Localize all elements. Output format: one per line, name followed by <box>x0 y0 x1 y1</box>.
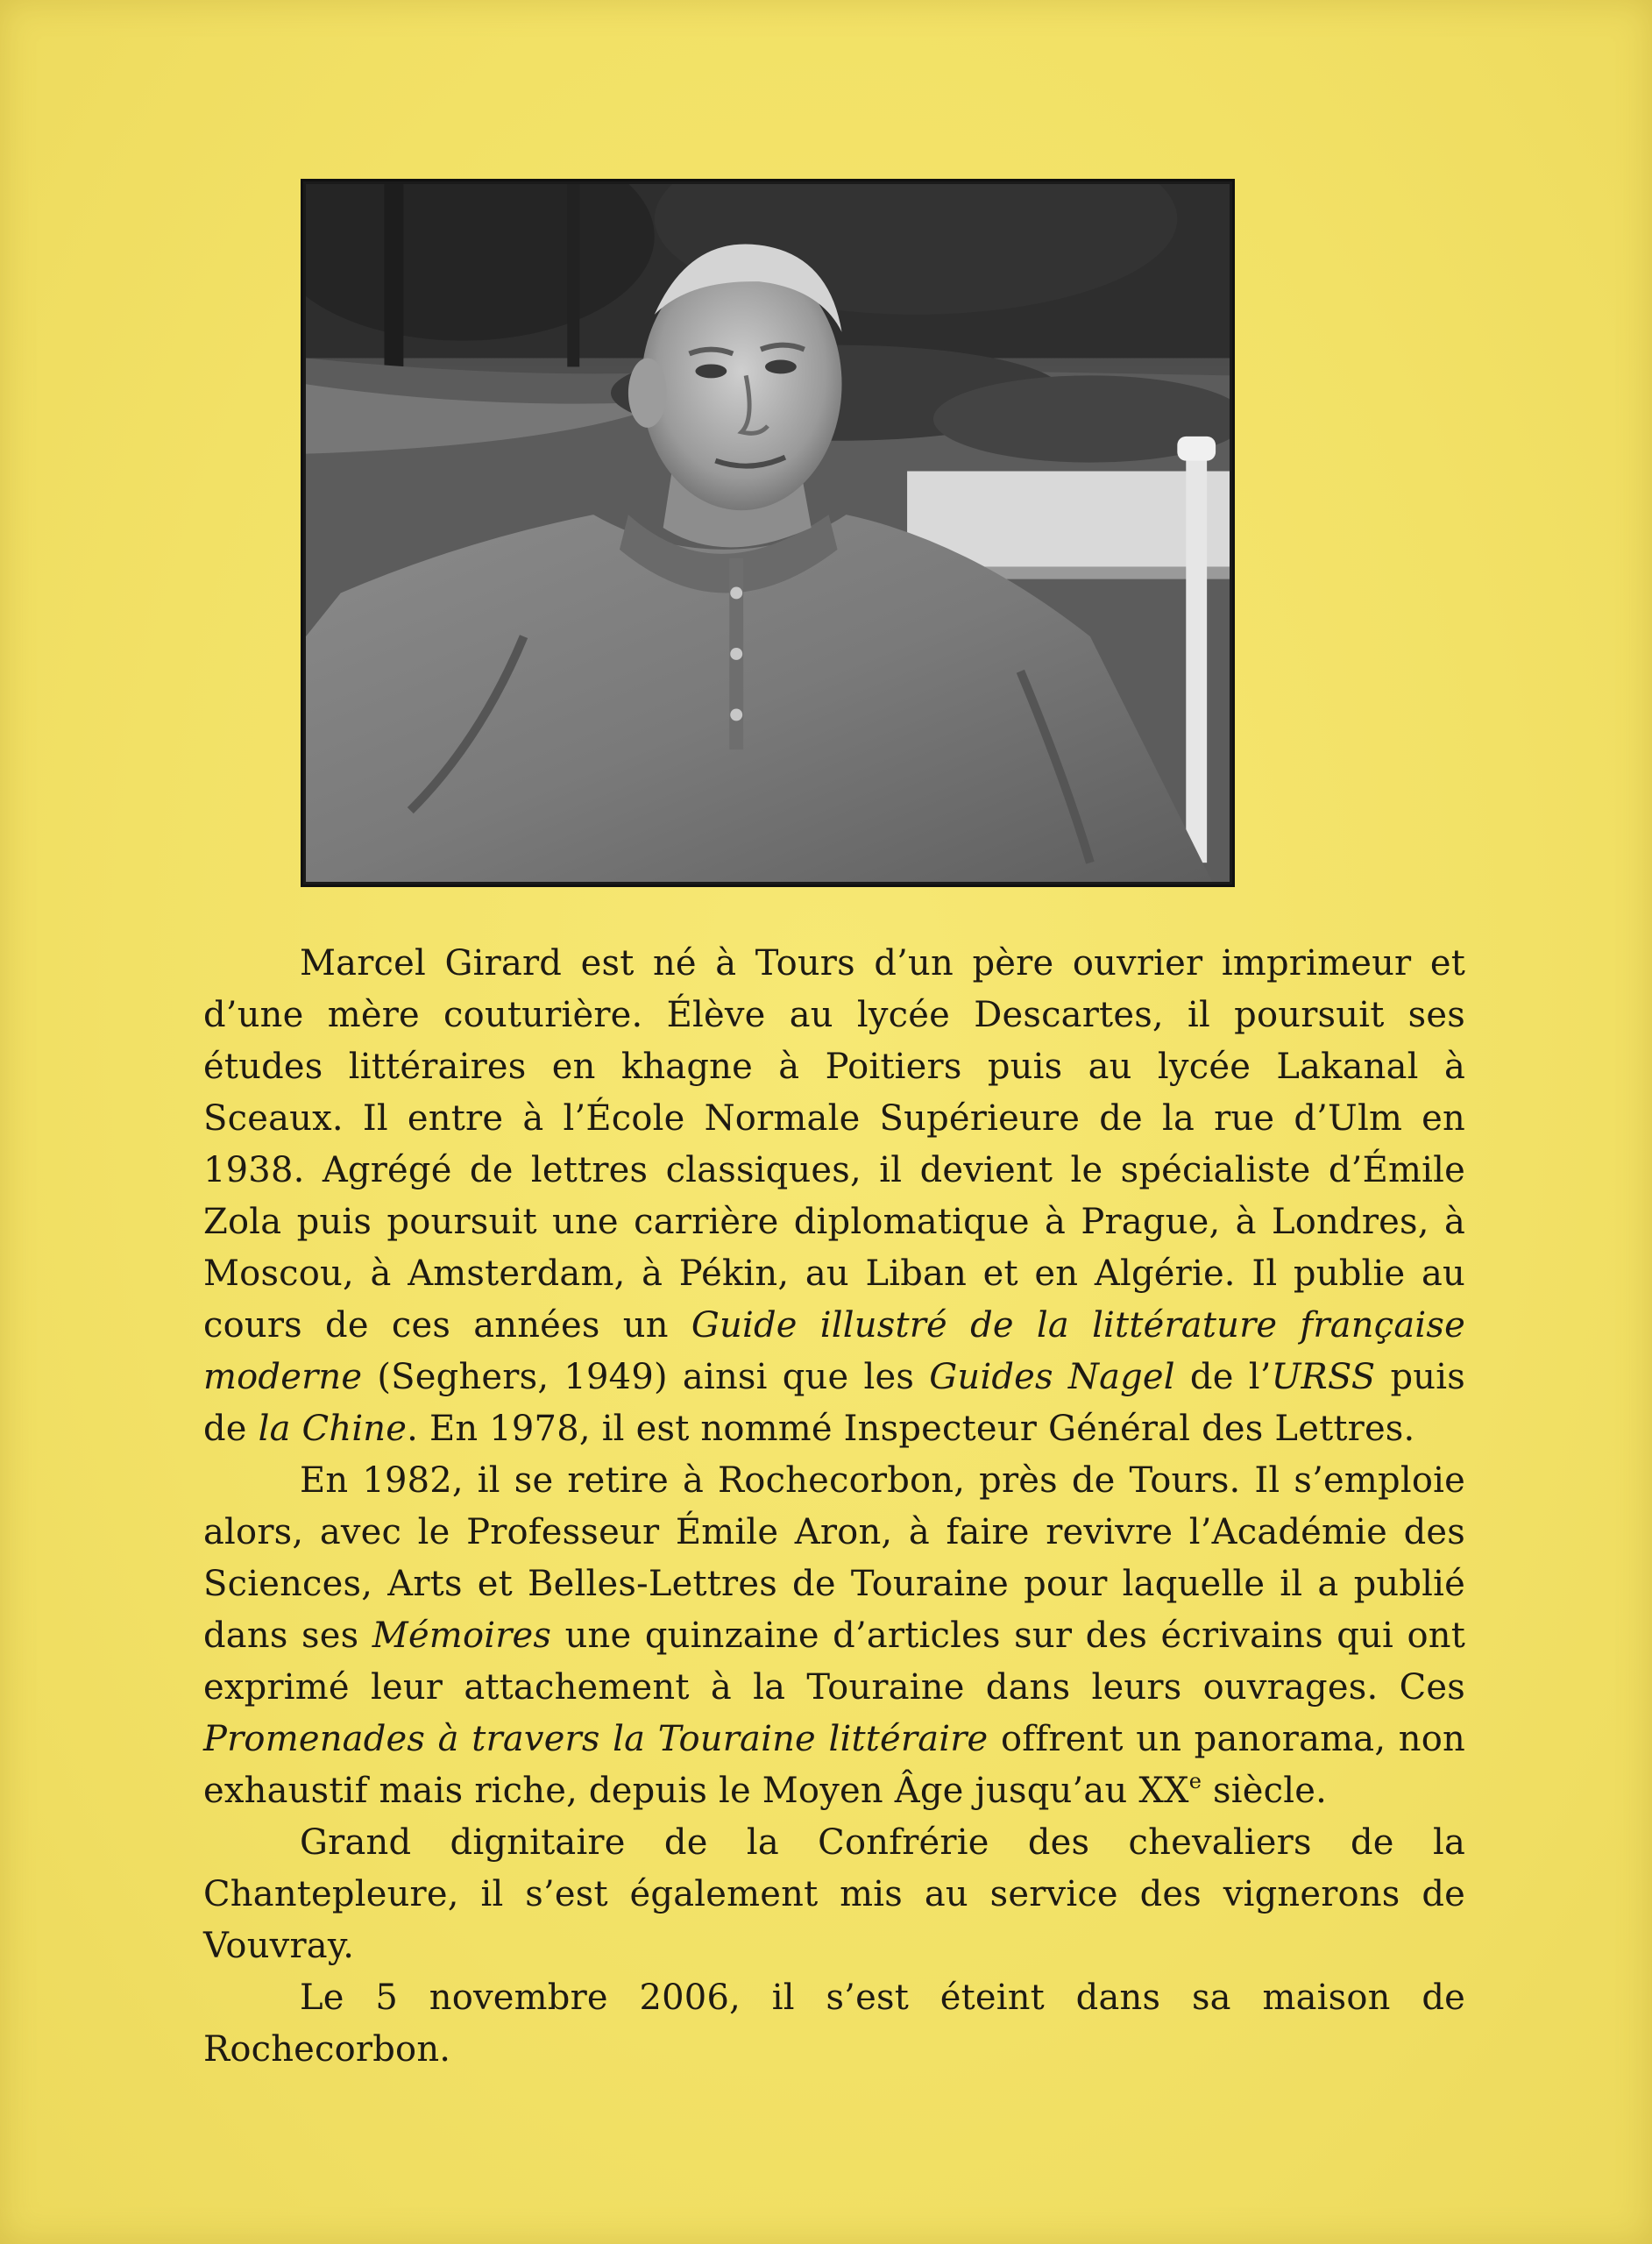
bio-text: siècle. <box>1202 1771 1327 1811</box>
author-photo <box>306 184 1230 882</box>
book-title: Guides Nagel <box>929 1357 1175 1397</box>
bio-paragraph-3: Grand dignitaire de la Confrérie des chevaliers de la Chantepleure, il s’est également mis au service des vignerons de Vouvray. <box>203 1822 1465 1966</box>
bio-paragraph-2 <box>203 1455 1465 1817</box>
book-title: Promenades à travers la Touraine littéraire <box>203 1719 989 1759</box>
author-biography <box>203 938 1465 2076</box>
bio-text: une quinzaine d’articles sur des écrivains qui ont exprimé leur attachement à la Touraine dans leurs ouvrages. Ces <box>203 1616 1465 1708</box>
author-photo-frame <box>301 179 1235 887</box>
book-title: Guide illustré de la littérature française moderne <box>203 1305 1465 1397</box>
superscript: e <box>1188 1769 1202 1793</box>
bio-paragraph-4: Le 5 novembre 2006, il s’est éteint dans sa maison de Rochecorbon. <box>203 1978 1465 2070</box>
bio-text: puis de <box>203 1357 1465 1449</box>
bio-text: (Seghers, 1949) ainsi que les <box>362 1357 930 1397</box>
book-title: la Chine <box>258 1409 408 1449</box>
bio-text: En 1982, il se retire à Rochecorbon, près de Tours. Il s’emploie alors, avec le Professeur Émile Aron, à faire revivre l’Académie des Sciences, Arts et Belles-Lettres de Touraine pour laquelle il a publié dans ses <box>203 1460 1465 1656</box>
bio-text: . En 1978, il est nommé Inspecteur Général des Lettres. <box>407 1409 1415 1449</box>
book-title: URSS <box>1271 1357 1376 1397</box>
book-title: Mémoires <box>372 1616 552 1656</box>
bio-text: Marcel Girard est né à Tours d’un père ouvrier imprimeur et d’une mère couturière. Élève au lycée Descartes, il poursuit ses études littéraires en khagne à Poitiers puis au lycée Lakanal à Sceaux. Il entre à l’École Normale Supérieure de la rue d’Ulm en 1938. Agrégé de lettres classiques, il devient le spécialiste d’Émile Zola puis poursuit une carrière diplomatique à Prague, à Londres, à Moscou, à Amsterdam, à Pékin, au Liban et en Algérie. Il publie au cours de ces années un <box>203 943 1465 1346</box>
bio-text: offrent un panorama, non exhaustif mais riche, depuis le Moyen Âge jusqu’au XX <box>203 1719 1465 1811</box>
bio-paragraph-1 <box>203 938 1465 1455</box>
bio-text: de l’ <box>1174 1357 1272 1397</box>
